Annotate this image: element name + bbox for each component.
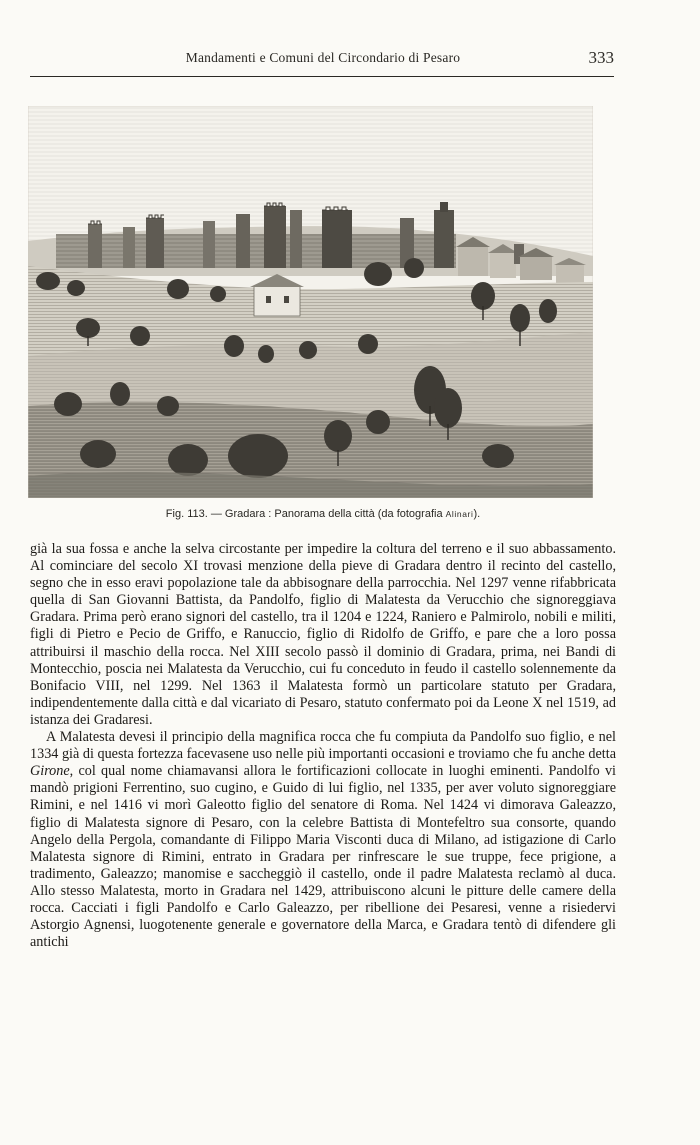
caption-credit-name: Alinari bbox=[445, 509, 474, 519]
figure-engraving bbox=[28, 106, 593, 498]
caption-close: ). bbox=[473, 508, 481, 520]
figure-caption bbox=[28, 508, 618, 520]
body-text bbox=[30, 541, 616, 951]
header-rule bbox=[30, 76, 614, 77]
paragraph-2-part-1: A Malatesta devesi il principio della magnifica rocca che fu compiuta da Pandolfo suo figlio, e nel 1334 già di questa fortezza facevasene uso nelle più importanti occasioni e troviamo che fu anche detta bbox=[30, 729, 616, 763]
paragraph-1: già la sua fossa e anche la selva circostante per impedire la coltura del terreno e il suo abbassamento. Al cominciare del secolo XI trovasi menzione della pieve di Gradara dentro il recinto del castello, segno che in esso eravi popolazione tale da abbisognare della parrocchia. Nel 1297 venne rifabbricata quella di San Giovanni Battista, da Pandolfo, figlio di Malatesta da Verucchio che signoreggiava Gradara. Prima però erano signori del castello, tra il 1204 e 1224, Raniero e Palmirolo, nobili e militi, figli di Pietro e Pecio de Griffo, e Ranuccio, figlio di Ridolfo de Griffo, e pare che a loro possa attribuirsi il maschio della rocca. Nel XIII secolo passò il dominio di Gradara, prima, nei Bandi di Montecchio, poscia nei Malatesta da Verucchio, cui fu conceduto in feudo il castello solennemente da Bonifacio VIII, nel 1299. Nel 1363 il Malatesta formò un particolare statuto per Gradara, indipendentemente dalla città e dal vicariato di Pesaro, statuto confermato poi da Leone X nel 1519, ad istanza dei Gradaresi. bbox=[30, 541, 616, 728]
paragraph-2 bbox=[30, 729, 616, 951]
panorama-engraving-illustration bbox=[28, 106, 593, 498]
running-title: Mandamenti e Comuni del Circondario di Pesaro bbox=[185, 50, 461, 65]
page-number: 333 bbox=[588, 48, 614, 67]
paragraph-2-italic-word: Girone bbox=[30, 763, 70, 780]
paragraph-2-part-2: , col qual nome chiamavansi allora le fortificazioni collocate in luoghi eminenti. Pandolfo vi mandò prigioni Ferrentino, suo cugino, e Guido di lui figlio, nel 1335, per aver voluto signoreggiare Rimini, e nel 1416 vi morì Galeotto figlio del senatore di Roma. Nel 1424 vi dimorava Galeazzo, figlio di Malatesta signore di Pesaro, con la celebre Battista di Montefeltro sua consorte, quando Angelo della Pergola, comandante di Filippo Maria Visconti duca di Milano, ad istigazione di Carlo Malatesta signore di Rimini, entrato in Gradara per rinfrescare le sue truppe, fece prigione, a tradimento, Galeazzo; manomise e saccheggiò il castello, onde il padre Malatesta reclamò al duca. Allo stesso Malatesta, morto in Gradara nel 1429, attribuiscono alcuni le pitture delle camere della rocca. Cacciati i figli Pandolfo e Carlo Galeazzo, per ribellione dei Pesaresi, venne a risiedervi Astorgio Agnensi, luogotenente generale e governatore della Marca, e Gradara tentò di difendere gli antichi bbox=[30, 763, 616, 951]
caption-text: Fig. 113. — Gradara : Panorama della città (da fotografia bbox=[165, 508, 446, 520]
page-header bbox=[30, 48, 614, 70]
